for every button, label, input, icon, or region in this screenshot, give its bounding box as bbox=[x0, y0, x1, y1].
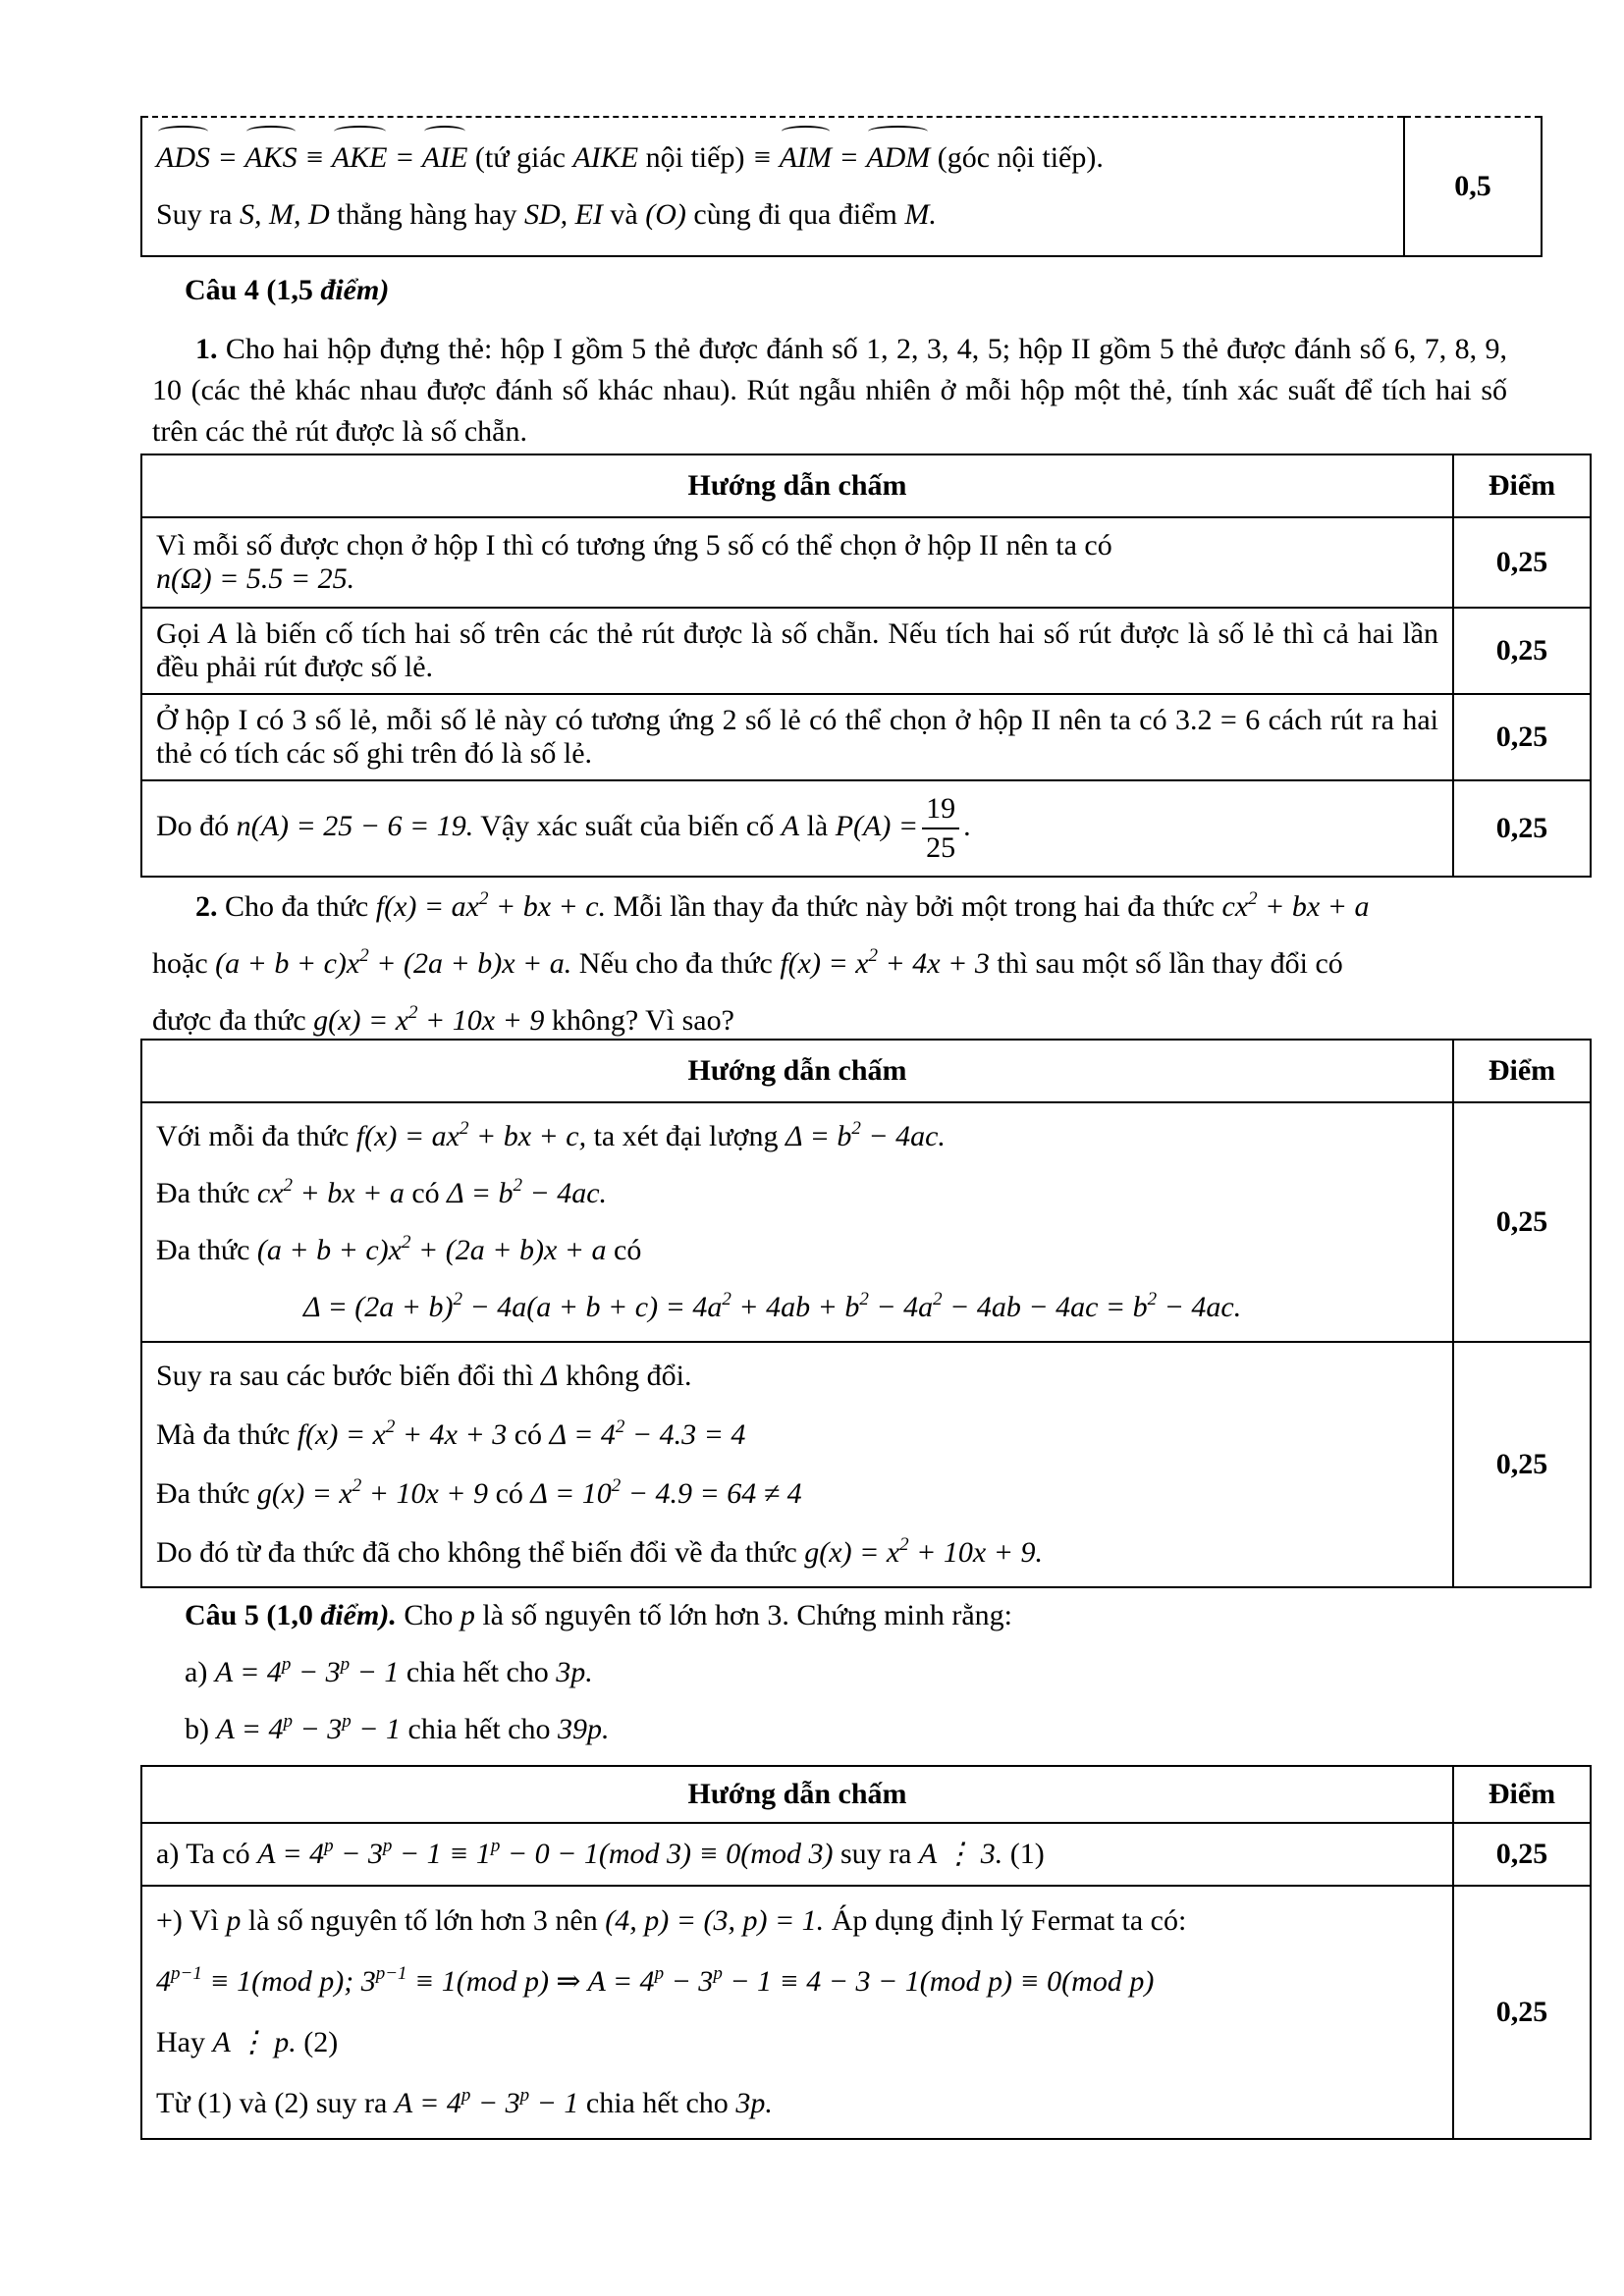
t1-row-1: Vì mỗi số được chọn ở hộp I thì có tương ứng 5 số có thể chọn ở hộp II nên ta có n(Ω) = 5.5 = 25. bbox=[141, 517, 1453, 608]
t1-row-3: Ở hộp I có 3 số lẻ, mỗi số lẻ này có tương ứng 2 số lẻ có thể chọn ở hộp II nên ta có 3.2 = 6 cách rút ra hai thẻ có tích các số ghi trên đó là số lẻ. bbox=[141, 694, 1453, 780]
t3-score-2: 0,25 bbox=[1453, 1886, 1591, 2139]
cau5-table bbox=[140, 1765, 1592, 2140]
header-score: Điểm bbox=[1453, 454, 1591, 517]
t1-score-4: 0,25 bbox=[1453, 780, 1591, 877]
cau4-part1-table bbox=[140, 454, 1592, 878]
header-guide: Hướng dẫn chấm bbox=[141, 1766, 1453, 1823]
cau4-heading: Câu 4 (1,5 điểm) bbox=[185, 274, 390, 306]
top-answer-cell bbox=[141, 117, 1404, 256]
t2-score-2: 0,25 bbox=[1453, 1342, 1591, 1587]
top-score: 0,5 bbox=[1404, 117, 1542, 256]
t3-score-1: 0,25 bbox=[1453, 1823, 1591, 1886]
t3-row-2: +) Vì p là số nguyên tố lớn hơn 3 nên (4, p) = (3, p) = 1. Áp dụng định lý Fermat ta có: $4^{p-1} \equiv 1(mod$ p); $3^{p-1} \equiv 1(mod$ p) ⇒ $A = 4^p - 3^p - 1 \equiv 4 - 3 - 1(mod$ p) ≡ 0(mod p) Hay A ⋮ p. (2) Từ (1) và (2) suy ra $A = 4^p - 3^p - 1$ chia hết cho 3p. bbox=[141, 1886, 1453, 2139]
t3-row-1: a) Ta có $A = 4^p - 3^p - 1 \equiv 1^p - 0 - 1(mod$ 3) ≡ 0(mod 3) suy ra A ⋮ 3. (1) bbox=[141, 1823, 1453, 1886]
cau5-heading: Câu 5 (1,0 điểm). Cho p là số nguyên tố lớn hơn 3. Chứng minh rằng: a) $A = 4^p - 3^p - 1$ chia hết cho 3p. b) $A = 4^p - 3^p - 1$ chia hết cho 39p. bbox=[185, 1599, 1012, 1745]
t2-row-2: Suy ra sau các bước biến đổi thì Δ không đổi. Mà đa thức $f(x) = x^2 + 4x + 3$ có $\Delta = 4^2 - 4.3 = 4$ Đa thức $g(x) = x^2 + 10x + 9$ có $\Delta = 10^2 - 4.9 = 64 \ne 4$ Do đó từ đa thức đã cho không thể biến đổi về đa thức $g(x) = x^2 + 10x + 9$. bbox=[141, 1342, 1453, 1587]
cau4-part2-table bbox=[140, 1039, 1592, 1588]
t1-score-1: 0,25 bbox=[1453, 517, 1591, 608]
top-answer-table bbox=[140, 116, 1543, 257]
header-score: Điểm bbox=[1453, 1766, 1591, 1823]
top-line-1: ADS = AKS ≡ AKE = AIE (tứ giác AIKE nội tiếp) ≡ AIM = ADM (góc nội tiếp). bbox=[156, 130, 1389, 187]
t1-row-4: Do đó n(A) = 25 − 6 = 19. Vậy xác suất của biến cố A là P(A) = $\frac{19}{25}$ . bbox=[141, 780, 1453, 877]
top-line-2: Suy ra S, M, D thẳng hàng hay SD, EI và (O) cùng đi qua điểm M. bbox=[156, 198, 937, 231]
t1-score-3: 0,25 bbox=[1453, 694, 1591, 780]
cau4-part1-text: 1. Cho hai hộp đựng thẻ: hộp I gồm 5 thẻ được đánh số 1, 2, 3, 4, 5; hộp II gồm 5 thẻ được đánh số 6, 7, 8, 9, 10 (các thẻ khác nhau được đánh số khác nhau). Rút ngẫu nhiên ở mỗi hộp một thẻ, tính xác suất để tích hai số trên các thẻ rút được là số chẵn. bbox=[152, 333, 1508, 448]
t1-row-2: Gọi A là biến cố tích hai số trên các thẻ rút được là số chẵn. Nếu tích hai số rút được là số lẻ thì cả hai lần đều phải rút được số lẻ. bbox=[141, 608, 1453, 694]
cau4-part2-text: 2. Cho đa thức $f(x) = ax^2$ + bx + c. Mỗi lần thay đa thức này bởi một trong hai đa thức $cx^2$ + bx + a hoặc $(a + b + c)x^2 + (2a + b)x + a$. Nếu cho đa thức $f(x) = x^2 + 4x + 3$ thì sau một số lần thay đổi có được đa thức $g(x) = x^2 + 10x + 9$ không? Vì sao? bbox=[152, 888, 1370, 1037]
header-guide: Hướng dẫn chấm bbox=[141, 1040, 1453, 1102]
t2-row-1: Với mỗi đa thức $f(x) = ax^2$ + bx + c, ta xét đại lượng $\Delta = b^2 - 4ac$. Đa thức $cx^2$ + bx + a có $\Delta = b^2 - 4ac$. Đa thức $(a + b + c)x^2 + (2a + b)x + a$ có $\Delta = (2a + b)^2 - 4a(a + b + c) = 4a^2 + 4ab + b^2 - 4a^2 - 4ab - 4ac = b^2 - 4ac$. bbox=[141, 1102, 1453, 1342]
header-score: Điểm bbox=[1453, 1040, 1591, 1102]
header-guide: Hướng dẫn chấm bbox=[141, 454, 1453, 517]
t1-score-2: 0,25 bbox=[1453, 608, 1591, 694]
fraction-19-25: $\frac{19}{25}$ bbox=[922, 790, 959, 867]
t2-score-1: 0,25 bbox=[1453, 1102, 1591, 1342]
